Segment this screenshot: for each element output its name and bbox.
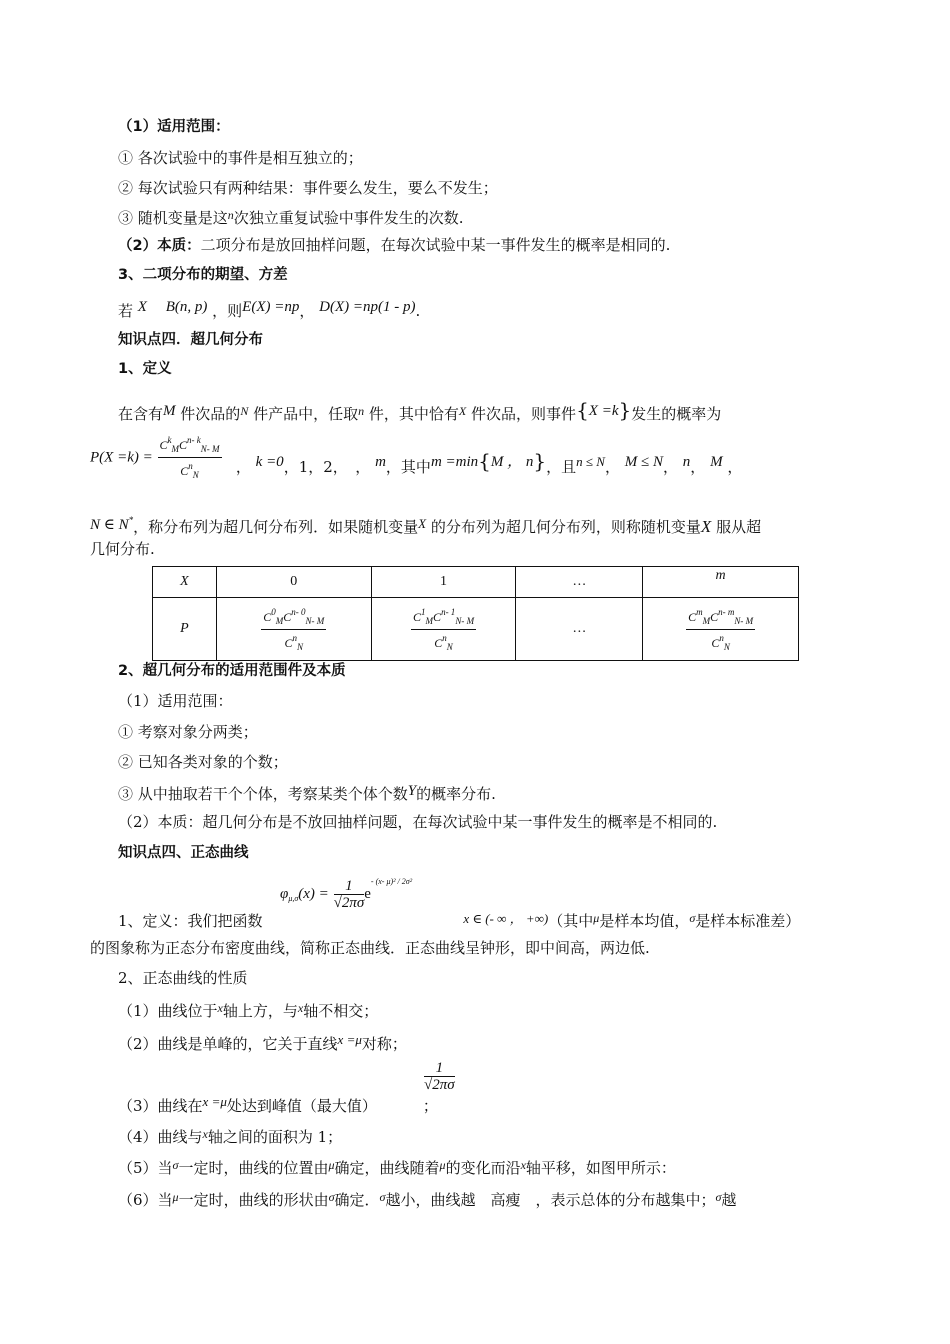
expectation-formula: E(X) =np (242, 299, 300, 315)
normal-prop-1 (118, 998, 378, 1021)
fraction-denominator: √2πσ (424, 1077, 455, 1093)
mu-symbol: μ (593, 911, 600, 925)
var-x: x (297, 1001, 304, 1015)
text: ， (690, 457, 706, 476)
M-le-N: M ≤ N (624, 453, 663, 470)
binomial-expectation-line (118, 297, 420, 321)
text: 1、定义：我们把函数 (118, 912, 263, 930)
domain-formula: x ∈ (- ∞ ， +∞) (463, 911, 549, 926)
text: 是样本均值， (599, 912, 690, 930)
sigma-symbol: σ (689, 911, 696, 925)
x-eq-mu: x =μ (337, 1032, 362, 1047)
text: ， (604, 457, 620, 476)
text: ③ 从中抽取若干个个体，考察某类个体个数 (118, 785, 408, 803)
n-le-N: n ≤ N (576, 453, 605, 469)
text: ③ 随机变量是这 (118, 209, 228, 227)
func-eq: (x) = (298, 886, 329, 902)
c-symbol: C (180, 464, 189, 478)
hyper-section2-title: 2、超几何分布的适用范围件及本质 (118, 663, 346, 679)
table-cell: m (643, 567, 799, 598)
binomial-scope-item-3 (118, 205, 464, 228)
hyper-fraction (158, 432, 222, 483)
normal-prop-6 (118, 1187, 736, 1210)
sigma-symbol: σ (328, 1190, 335, 1204)
left-brace-icon: { (576, 398, 589, 422)
hyper-essence: （2）本质：超几何分布是不放回抽样问题，在每次试验中某一事件发生的概率是不相同的. (118, 813, 718, 831)
min-args: M ， n (490, 453, 534, 470)
prob-fraction-1: $\frac{C^1_MC^{n- 1}_{N- M}}{C^n_N}$ (411, 604, 476, 655)
event-formula: X =k (588, 403, 619, 419)
sigma-symbol: σ (715, 1190, 722, 1204)
normal-def-line-1 (118, 908, 800, 931)
event-set (576, 398, 632, 422)
text: 一定时，曲线的位置由 (178, 1159, 329, 1177)
text: ， (340, 457, 371, 476)
text: ，则 (212, 302, 243, 320)
var-X: X (458, 404, 467, 418)
var-M: M (163, 403, 176, 419)
var-n: n (358, 404, 365, 418)
formula-rest (226, 448, 743, 476)
c-symbol: C (179, 438, 188, 452)
text: 发生的概率为 (631, 405, 722, 423)
mu-symbol: μ (439, 1158, 446, 1172)
text: ， (662, 457, 678, 476)
binomial-scope-item-2: ② 每次试验只有两种结果：事件要么发生，要么不发生； (118, 179, 498, 197)
text: 的变化而沿 (445, 1159, 521, 1177)
table-cell (216, 598, 371, 661)
hyper-scope-item-1: ① 考察对象分两类； (118, 723, 258, 741)
normal-prop-3 (118, 1092, 438, 1116)
table-cell: X (153, 567, 217, 598)
binomial-dist-formula: X B(n, p) (137, 299, 208, 315)
essence-text: 二项分布是放回抽样问题，在每次试验中某一事件发生的概率是相同的. (200, 236, 671, 254)
text: 在含有 (118, 405, 164, 423)
text: 服从超 (716, 518, 762, 536)
hyper-scope-heading: （1）适用范围： (118, 692, 233, 710)
var-x: x (520, 1158, 526, 1172)
hyper-distribution-table (152, 566, 799, 661)
table-row (153, 598, 799, 661)
text: N ∈ N (90, 517, 129, 533)
normal-density-function: $\varphi_{\mu,\sigma}(x)$ = $\frac{1}{√2\pi\sigma}$ $e^{- (x- \mu)^2 / 2\sigma^2}$ (280, 877, 413, 911)
right-brace-icon: } (533, 448, 547, 473)
text: 轴平移，如图甲所示： (525, 1159, 676, 1177)
table-row (153, 567, 799, 598)
variance-formula: D(X) =np(1 - p) (319, 299, 416, 315)
hyper-scope-item-3 (118, 781, 496, 804)
var-x: x (202, 1127, 208, 1141)
text: 次独立重复试验中事件发生的次数. (233, 209, 464, 227)
table-cell: P (153, 598, 217, 661)
x-eq-mu: x =μ (202, 1094, 227, 1109)
mu-symbol: μ (328, 1158, 335, 1172)
binomial-scope-item-1: ① 各次试验中的事件是相互独立的； (118, 149, 363, 167)
var-M: M (710, 453, 723, 470)
hyper-formula-line (90, 432, 743, 480)
prob-fraction-m: $\frac{C^m_MC^{n- m}_{N- M}}{C^n_N}$ (686, 604, 755, 655)
sigma-symbol: σ (379, 1190, 386, 1204)
text: ， (727, 457, 743, 476)
k-eq-0: k =0 (255, 453, 284, 470)
text: 越小，曲线越 高瘦 ，表示总体的分布越集中； (385, 1191, 716, 1209)
var-Y: Y (407, 783, 417, 799)
left-brace-icon: { (478, 448, 491, 473)
text: 确定，曲线随着 (334, 1159, 440, 1177)
hyper-def-line-1 (118, 400, 721, 424)
fraction-denominator: √2πσ (333, 894, 365, 911)
text: 轴之间的面积为 1； (207, 1128, 343, 1146)
table-cell (371, 598, 516, 661)
binomial-scope-heading: （1）适用范围： (118, 119, 230, 135)
fraction-numerator: 1 (334, 878, 365, 895)
fraction-denominator: $C^n_N$ (180, 461, 199, 480)
text: 一定时，曲线的形状由 (178, 1191, 329, 1209)
peak-fraction (424, 1060, 455, 1093)
text: （2）曲线是单峰的，它关于直线 (118, 1035, 338, 1053)
text: 的分布列为超几何分布列，则称随机变量 (430, 518, 701, 536)
min-formula: m =min (430, 453, 479, 470)
text: 件，其中恰有 (368, 405, 459, 423)
text: ， (299, 302, 315, 320)
essence-label: （2）本质： (118, 238, 201, 254)
table-cell (643, 598, 799, 661)
text: ，且 (546, 457, 577, 476)
text: 轴上方，与 (222, 1002, 298, 1020)
text: 件次品的 (180, 405, 241, 423)
hyper-def-line-3 (90, 510, 761, 537)
binomial-essence (118, 235, 670, 256)
text: （3）曲线在 (118, 1097, 203, 1115)
text: ，其中 (385, 457, 431, 476)
fraction-numerator: $C^k_MC^{n- k}_{N- M}$ (158, 432, 222, 458)
normal-def-line-2: 的图象称为正态分布密度曲线，简称正态曲线．正态曲线呈钟形，即中间高，两边低. (90, 939, 650, 957)
text: ，1，2， (283, 457, 341, 476)
text: （6）当 (118, 1191, 173, 1209)
normal-prop-4 (118, 1124, 342, 1147)
hyper-def-line-4: 几何分布. (90, 540, 155, 558)
normal-props-title: 2、正态曲线的性质 (118, 969, 248, 987)
text: ，称分布列为超几何分布列．如果随机变量 (133, 518, 419, 536)
text: ； (422, 1097, 438, 1115)
text: （1）曲线位于 (118, 1002, 218, 1020)
normal-prop-5 (118, 1155, 676, 1178)
var-N: N (240, 404, 249, 418)
text: 对称； (361, 1035, 407, 1053)
text: 件次品，则事件 (471, 405, 577, 423)
table-cell: 0 (216, 567, 371, 598)
text: 处达到峰值（最大值） (226, 1097, 377, 1115)
text: 确定． (334, 1191, 380, 1209)
var-X: X (700, 517, 712, 536)
mu-symbol: μ (172, 1190, 179, 1204)
text: 越 (721, 1191, 737, 1209)
var-X: X (418, 516, 427, 531)
c-symbol: C (159, 438, 168, 452)
text: 若 (118, 302, 134, 320)
text: 件产品中，任取 (253, 405, 359, 423)
density-fraction (334, 878, 365, 911)
normal-prop-2 (118, 1030, 407, 1054)
n-in-Nstar: N ∈ N* (90, 515, 134, 533)
hyper-scope-item-2: ② 已知各类对象的个数； (118, 753, 288, 771)
text: 的概率分布. (416, 785, 496, 803)
right-brace-icon: } (618, 398, 632, 422)
binomial-section3-title: 3、二项分布的期望、方差 (118, 267, 288, 283)
formula-lhs: P(X =k) = (90, 449, 153, 466)
text: 轴不相交； (303, 1002, 379, 1020)
hyper-def-title: 1、定义 (118, 361, 172, 377)
exp-e: e (364, 886, 371, 902)
phi-symbol: φ (280, 886, 289, 902)
table-cell: … (516, 567, 643, 598)
sigma-symbol: σ (172, 1158, 179, 1172)
text: （其中 (548, 912, 594, 930)
text: 是样本标准差） (695, 912, 801, 930)
fraction-numerator: 1 (424, 1060, 455, 1077)
text: （5）当 (118, 1159, 173, 1177)
normal-title: 知识点四、正态曲线 (118, 845, 249, 861)
text: （4）曲线与 (118, 1128, 203, 1146)
table-cell: 1 (371, 567, 516, 598)
hyper-title: 知识点四．超几何分布 (118, 332, 263, 348)
text: ， (235, 457, 251, 476)
var-n: n (227, 208, 234, 222)
var-n: n (682, 453, 691, 470)
var-m: m (375, 453, 386, 470)
prob-fraction-0: $\frac{C^0_MC^{n- 0}_{N- M}}{C^n_N}$ (261, 604, 326, 655)
text: . (415, 302, 421, 320)
var-x: x (217, 1001, 223, 1015)
table-cell: … (516, 598, 643, 661)
